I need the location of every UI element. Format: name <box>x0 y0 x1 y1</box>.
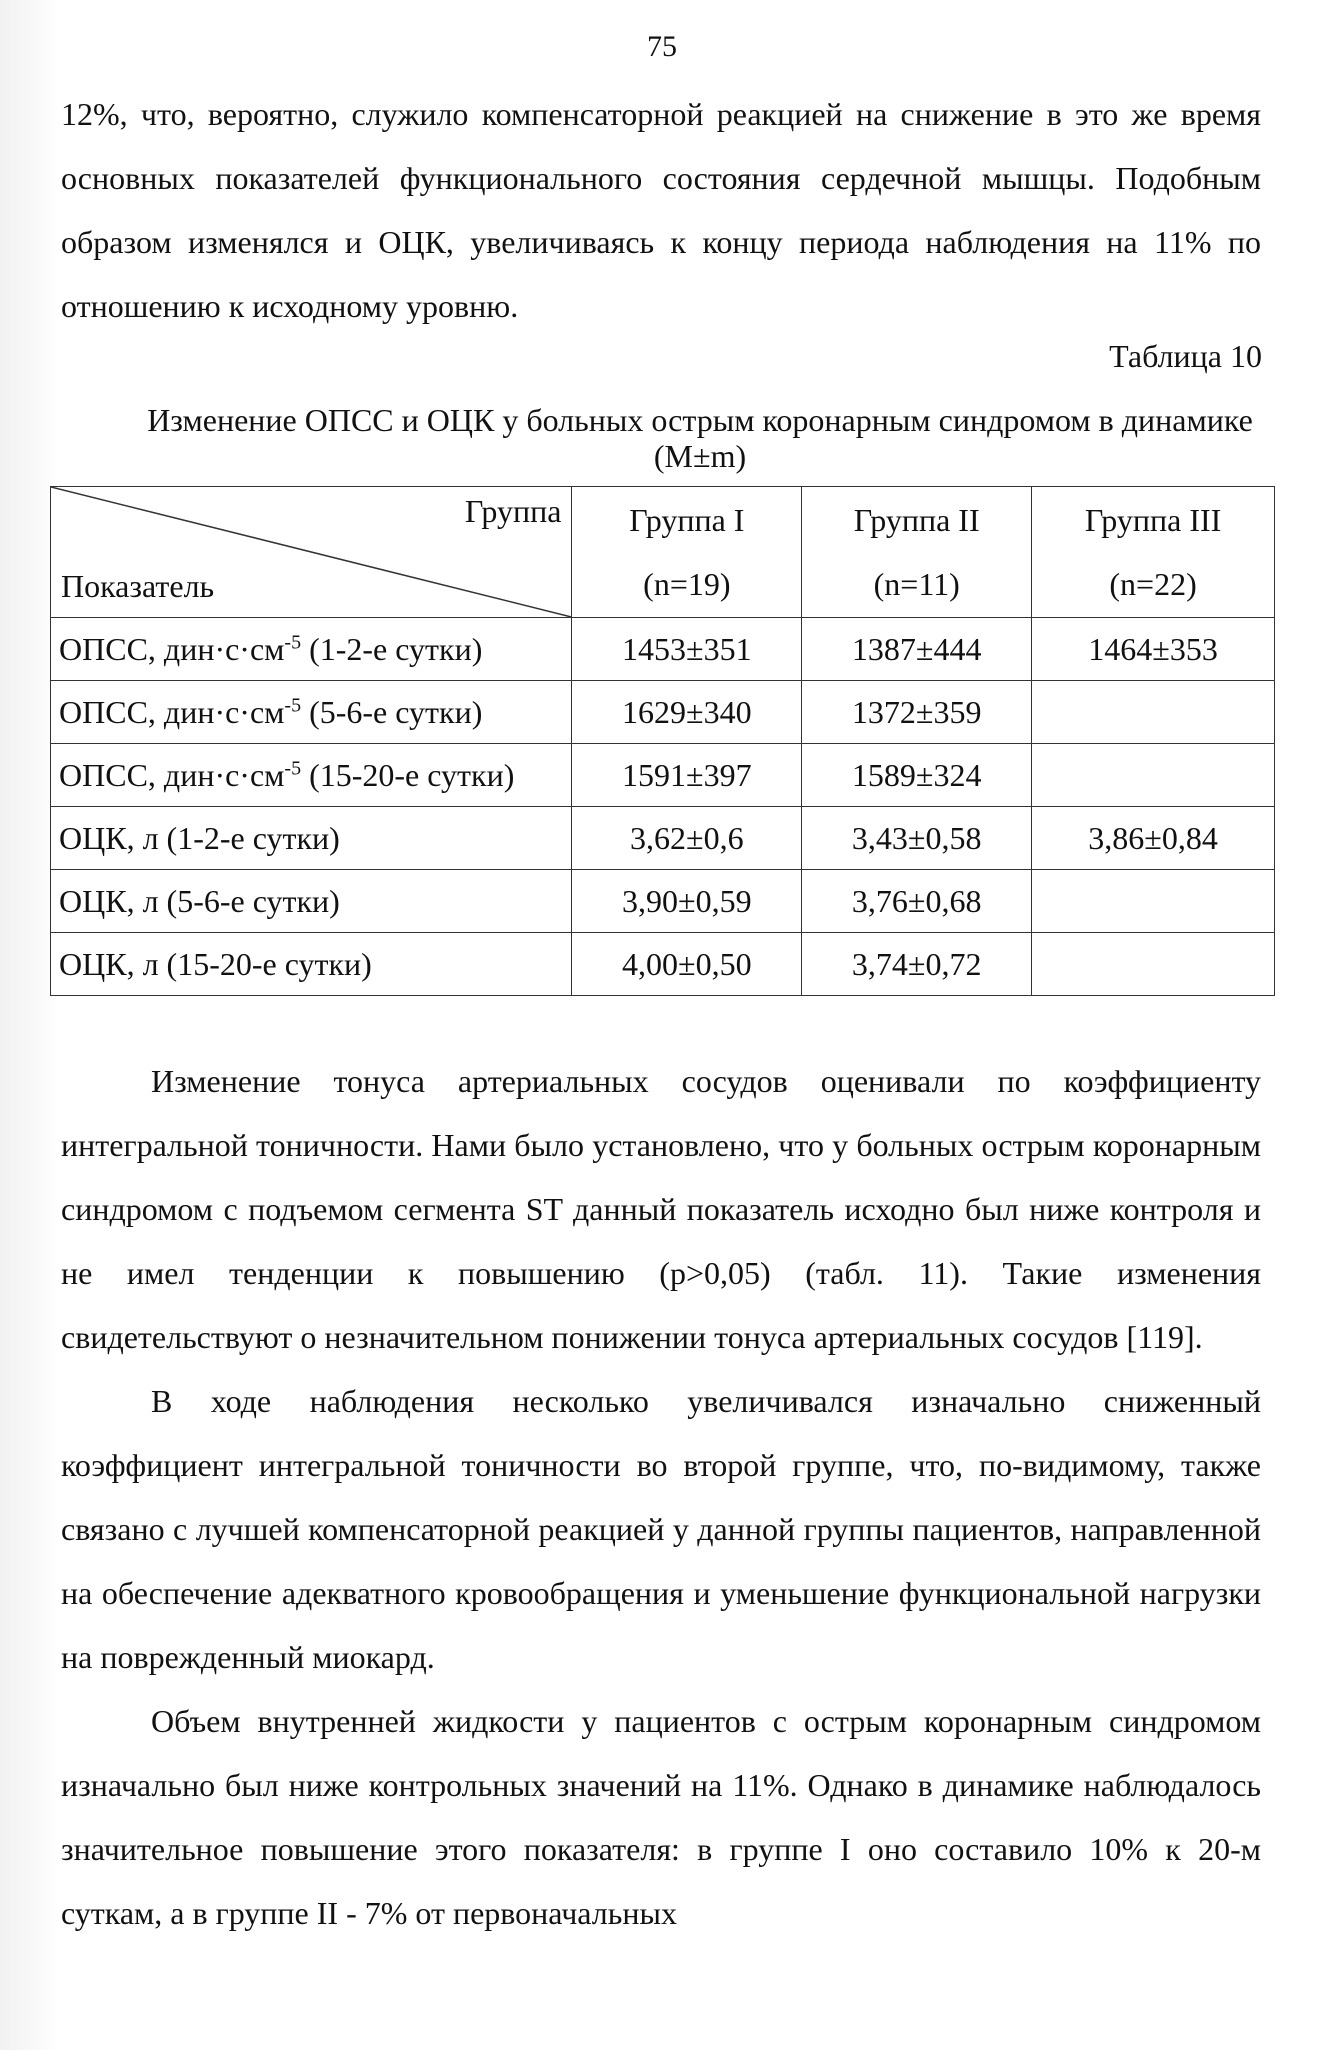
table-cell: 1453±351 <box>572 618 802 681</box>
table-cell <box>1032 681 1275 744</box>
row-label: ОПСС, $дин\cdot с\cdot см^{-5}$ (15-20-е сутки) <box>51 744 572 807</box>
column-header: Группа II (n=11) <box>802 487 1032 618</box>
table-cell: 1629±340 <box>572 681 802 744</box>
table-corner-cell <box>51 487 572 618</box>
table-cell: 3,62±0,6 <box>572 807 802 870</box>
table-header-row <box>51 487 1275 618</box>
table-cell: 4,00±0,50 <box>572 933 802 996</box>
table-row <box>51 870 1275 933</box>
table-cell <box>1032 933 1275 996</box>
body-text <box>61 1049 1261 1945</box>
row-label: ОЦК, л (15-20-е сутки) <box>51 933 572 996</box>
table-cell: 3,90±0,59 <box>572 870 802 933</box>
table-row <box>51 744 1275 807</box>
body-paragraph: Объем внутренней жидкости у пациентов с острым коронарным синдромом изначально был ниже контрольных значений на 11%. Однако в динамике наблюдалось значительное повышение этого показателя: в группе I оно составило 10% к 20-м суткам, а в группе II - 7% от первоначальных <box>61 1703 1261 1931</box>
table-cell: 1591±397 <box>572 744 802 807</box>
table-cell: 1372±359 <box>802 681 1032 744</box>
table-cell: 1464±353 <box>1032 618 1275 681</box>
table-cell: 3,43±0,58 <box>802 807 1032 870</box>
table-cell: 3,74±0,72 <box>802 933 1032 996</box>
column-header: Группа III (n=22) <box>1032 487 1275 618</box>
row-label: ОПСС, $дин\cdot с\cdot см^{-5}$ (1-2-е сутки) <box>51 618 572 681</box>
table-label: Таблица 10 <box>1109 338 1262 374</box>
table-row <box>51 807 1275 870</box>
body-paragraph: В ходе наблюдения несколько увеличивался изначально сниженный коэффициент интегральной тоничности во второй группе, что, по-видимому, также связано с лучшей компенсаторной реакцией у данной группы пациентов, направленной на обеспечение адекватного кровообращения и уменьшение функциональной нагрузки на поврежденный миокард. <box>61 1383 1261 1675</box>
table-cell: 3,76±0,68 <box>802 870 1032 933</box>
corner-group-label: Группа <box>464 493 562 529</box>
table-cell <box>1032 744 1275 807</box>
row-label: ОПСС, $дин\cdot с\cdot см^{-5}$ (5-6-е сутки) <box>51 681 572 744</box>
intro-paragraph: 12%, что, вероятно, служило компенсаторной реакцией на снижение в это же время основных показателей функционального состояния сердечной мышцы. Подобным образом изменялся и ОЦК, увеличиваясь к концу периода наблюдения на 11% по отношению к исходному уровню. <box>61 96 1261 324</box>
column-header: Группа I (n=19) <box>572 487 802 618</box>
body-paragraph: Изменение тонуса артериальных сосудов оценивали по коэффициенту интегральной тоничности. Нами было установлено, что у больных острым коронарным синдромом с подъемом сегмента ST данный показатель исходно был ниже контроля и не имел тенденции к повышению (р>0,05) (табл. 11). Такие изменения свидетельствуют о незначительном понижении тонуса артериальных сосудов [119]. <box>61 1063 1261 1355</box>
table-cell: 3,86±0,84 <box>1032 807 1275 870</box>
scan-edge-shadow <box>0 0 58 2050</box>
row-label: ОЦК, л (5-6-е сутки) <box>51 870 572 933</box>
row-label: ОЦК, л (1-2-е сутки) <box>51 807 572 870</box>
table-row <box>51 681 1275 744</box>
corner-indicator-label: Показатель <box>61 568 215 604</box>
table-cell: 1589±324 <box>802 744 1032 807</box>
table-row <box>51 618 1275 681</box>
table-cell <box>1032 870 1275 933</box>
data-table <box>50 486 1275 996</box>
intro-text <box>61 82 1261 338</box>
page-number: 75 <box>647 30 677 63</box>
table-cell: 1387±444 <box>802 618 1032 681</box>
table-title: Изменение ОПСС и ОЦК у больных острым коронарным синдромом в динамике (М±m) <box>147 402 1253 474</box>
table-row <box>51 933 1275 996</box>
